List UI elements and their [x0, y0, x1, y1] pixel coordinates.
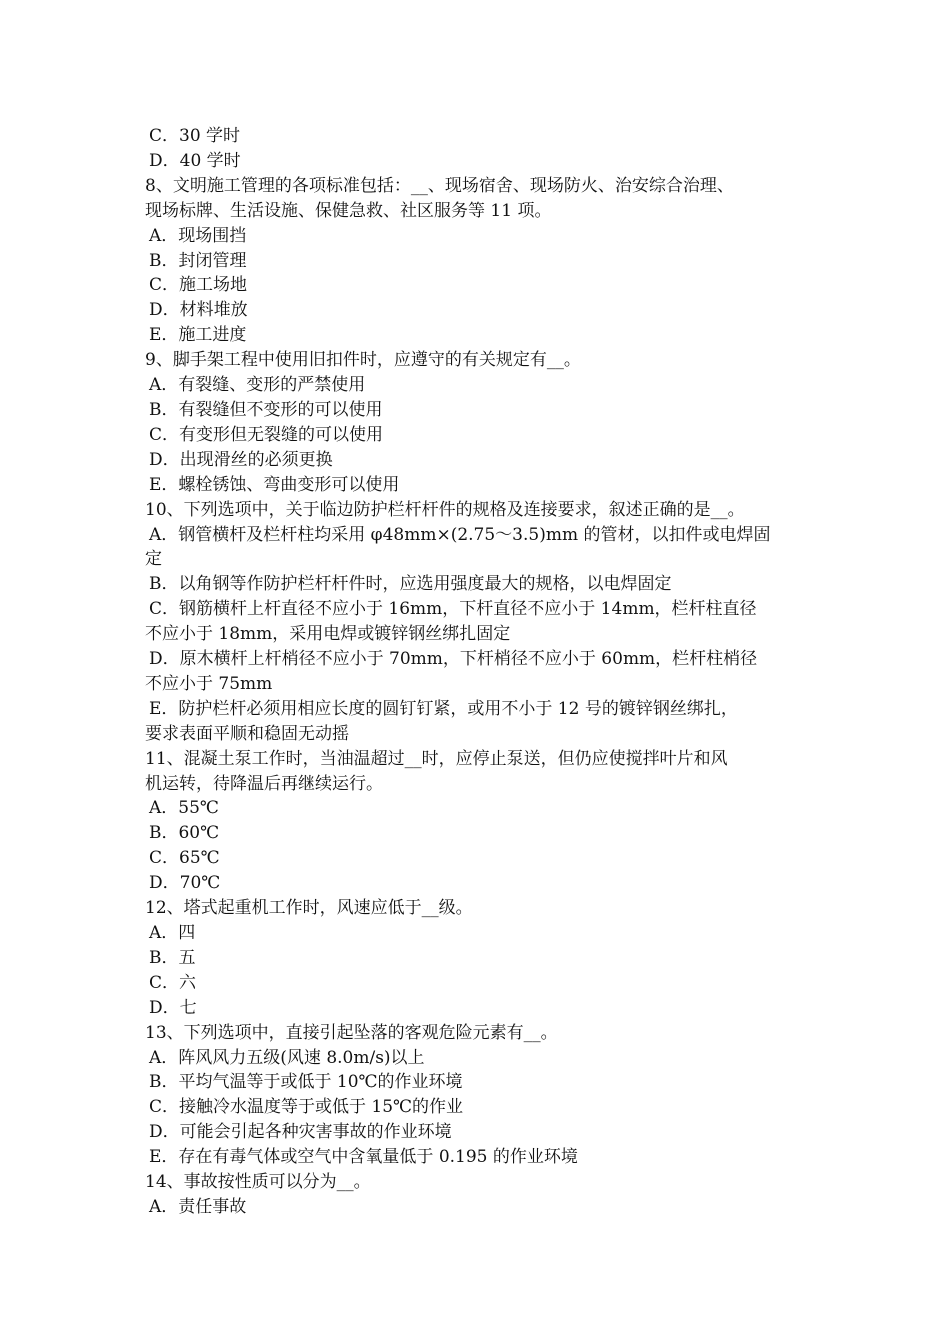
answer-option-line: E．螺栓锈蚀、弯曲变形可以使用 — [149, 474, 400, 495]
question-text-line: 8、文明施工管理的各项标准包括：__、现场宿舍、现场防火、治安综合治理、 — [145, 175, 734, 196]
answer-option-line: A．四 — [149, 923, 196, 943]
answer-option-line: C．65℃ — [149, 848, 220, 869]
question-text-line: 12、塔式起重机工作时，风速应低于__级。 — [145, 898, 473, 919]
question-text-line: 13、下列选项中，直接引起坠落的客观危险元素有__。 — [145, 1022, 558, 1043]
answer-option-line: A．责任事故 — [149, 1196, 247, 1217]
answer-option-line: D．40 学时 — [149, 150, 241, 171]
answer-option-line: D．可能会引起各种灾害事故的作业环境 — [149, 1122, 452, 1143]
answer-option-line: E．存在有毒气体或空气中含氧量低于 0.195 的作业环境 — [149, 1147, 578, 1168]
question-text-line: 11、混凝土泵工作时，当油温超过__时，应停止泵送，但仍应使搅拌叶片和风 — [145, 748, 728, 769]
answer-option-line: A．钢管横杆及栏杆柱均采用 φ48mm×(2.75～3.5)mm 的管材，以扣件或电焊固 — [149, 524, 771, 545]
question-text-line: 10、下列选项中，关于临边防护栏杆杆件的规格及连接要求，叙述正确的是__。 — [145, 499, 745, 520]
answer-option-line: B．有裂缝但不变形的可以使用 — [149, 399, 383, 420]
answer-option-line: C．六 — [149, 972, 197, 993]
answer-option-line: A．有裂缝、变形的严禁使用 — [149, 375, 366, 396]
answer-option-line: B．60℃ — [149, 823, 220, 844]
answer-option-line: A．阵风风力五级(风速 8.0m/s)以上 — [149, 1047, 425, 1068]
question-text-line: 9、脚手架工程中使用旧扣件时，应遵守的有关规定有__。 — [145, 350, 581, 371]
answer-option-line: C．钢筋横杆上杆直径不应小于 16mm，下杆直径不应小于 14mm，栏杆柱直径 — [149, 599, 757, 620]
question-text-line: 机运转，待降温后再继续运行。 — [145, 773, 383, 794]
question-text-line: 不应小于 18mm，采用电焊或镀锌钢丝绑扎固定 — [145, 624, 511, 645]
answer-option-line: C．施工场地 — [149, 275, 248, 296]
question-text-line: 要求表面平顺和稳固无动摇 — [145, 723, 349, 744]
answer-option-line: D．出现滑丝的必须更换 — [149, 449, 333, 470]
answer-option-line: A．55℃ — [149, 798, 219, 819]
answer-option-line: C．有变形但无裂缝的可以使用 — [149, 424, 384, 445]
answer-option-line: E．防护栏杆必须用相应长度的圆钉钉紧，或用不小于 12 号的镀锌钢丝绑扎， — [149, 698, 738, 719]
answer-option-line: B．平均气温等于或低于 10℃的作业环境 — [149, 1072, 463, 1093]
answer-option-line: D．材料堆放 — [149, 300, 248, 321]
answer-option-line: B．封闭管理 — [149, 250, 247, 271]
question-text-line: 14、事故按性质可以分为__。 — [145, 1172, 371, 1193]
answer-option-line: A．现场围挡 — [149, 225, 247, 246]
answer-option-line: D．70℃ — [149, 873, 221, 894]
answer-option-line: C．接触冷水温度等于或低于 15℃的作业 — [149, 1097, 464, 1118]
question-text-line: 不应小于 75mm — [145, 673, 273, 694]
answer-option-line: C．30 学时 — [149, 126, 241, 146]
answer-option-line: E．施工进度 — [149, 325, 247, 346]
question-text-line: 定 — [145, 549, 162, 570]
question-text-line: 现场标牌、生活设施、保健急救、社区服务等 11 项。 — [145, 200, 552, 221]
question-list — [145, 124, 810, 1220]
answer-option-line: B．五 — [149, 947, 196, 968]
answer-option-line: B．以角钢等作防护栏杆杆件时，应选用强度最大的规格，以电焊固定 — [149, 574, 672, 595]
answer-option-line: D．七 — [149, 997, 197, 1018]
answer-option-line: D．原木横杆上杆梢径不应小于 70mm，下杆梢径不应小于 60mm，栏杆柱梢径 — [149, 649, 758, 670]
